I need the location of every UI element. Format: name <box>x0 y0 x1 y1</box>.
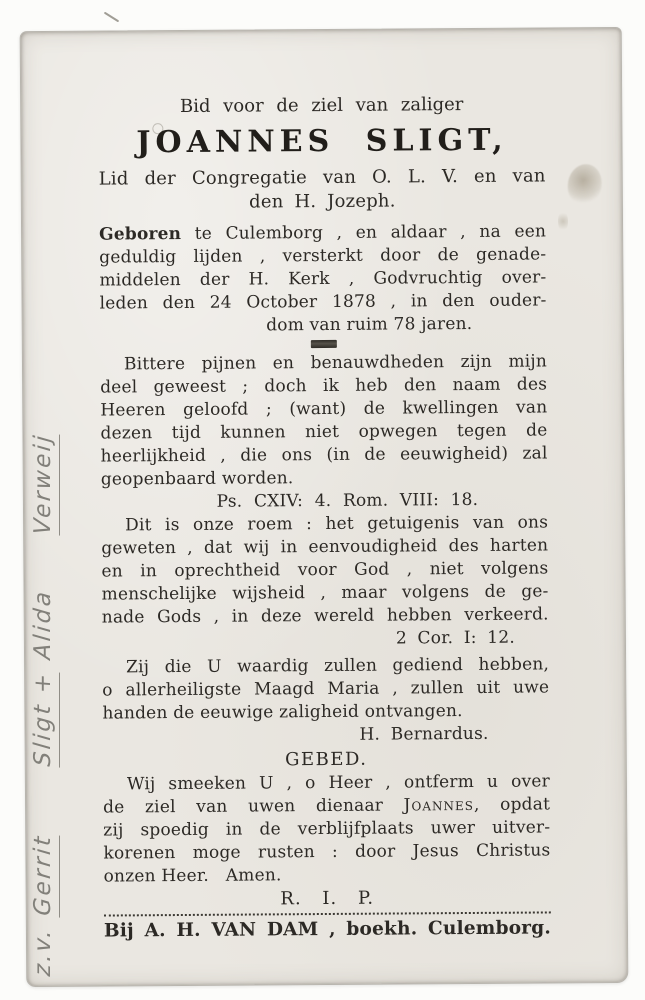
obituary-line-rest: te Culemborg , en aldaar , na een <box>181 221 547 244</box>
rip-line: R. I. P. <box>280 887 375 910</box>
obituary-line: middelen der H. Kerk , Godvruchtig over- <box>99 267 547 291</box>
prayer-line: zij spoedig in de verblijfplaats uwer uitver- <box>103 817 551 841</box>
prayer-line: korenen moge rusten : door Jesus Christus <box>103 840 551 864</box>
prayer-line <box>103 793 550 819</box>
note-mother-first: Alida <box>30 588 56 661</box>
scripture-line: Dit is onze roem : het getuigenis van ons <box>125 512 549 536</box>
scripture-paragraph <box>100 350 548 514</box>
printer-imprint: Bij A. H. VAN DAM , boekh. Culemborg. <box>103 917 552 942</box>
scripture-line: deel geweest ; doch ik heb den naam des <box>100 374 548 398</box>
scripture-line: geopenbaard worden. <box>100 468 294 490</box>
scripture-line: dezen tijd kunnen niet opwegen tegen de <box>100 420 548 444</box>
obituary-line: geduldig lijden , versterkt door de genade- <box>99 244 547 268</box>
prayer-line-post: , opdat <box>473 794 551 815</box>
scripture-line: heerlijkheid , die ons (in de eeuwigheid) zal <box>100 443 548 467</box>
quote-line: handen de eeuwige zaligheid ontvangen. <box>102 701 463 724</box>
scripture-line: nade Gods , in deze wereld hebben verkeerd. <box>101 604 549 628</box>
scripture-line: Bittere pijnen en benauwdheden zijn mijn <box>123 351 548 375</box>
obituary-line: dom van ruim 78 jaren. <box>266 313 473 336</box>
obituary-line: leden den 24 October 1878 , in den ouder- <box>99 290 547 314</box>
note-prefix: z.v. <box>30 926 56 978</box>
scripture-line: Heeren geloofd ; (want) de kwellingen van <box>100 397 548 421</box>
quote-attribution: H. Bernardus. <box>359 723 489 745</box>
obituary-line <box>99 220 546 246</box>
membership-line: Lid der Congregatie van O. L. V. en van <box>98 165 546 190</box>
prayer-line-pre: de ziel van uwen dienaar <box>103 795 404 818</box>
note-mother-surname: Verweij <box>30 432 60 536</box>
invocation-line: Bid voor de ziel van zaliger <box>179 94 464 117</box>
scripture-line: geweten , dat wij in eenvoudigheid des harten <box>101 535 549 559</box>
scripture-citation: Ps. CXIV: 4. Rom. VIII: 18. <box>216 489 479 512</box>
obituary-lead-word: Geboren <box>99 223 182 245</box>
note-father-first: Gerrit <box>30 833 60 917</box>
scripture-line: menschelijke wijsheid , maar volgens de ge- <box>101 581 549 605</box>
prayer-heading: GEBED. <box>284 748 368 771</box>
deceased-name-inline: Joannes <box>403 794 475 816</box>
pencil-mark <box>104 12 119 23</box>
note-surname: Sligt + <box>30 670 60 768</box>
scripture-citation: 2 Cor. I: 12. <box>395 627 515 649</box>
scripture-line: en in oprechtheid voor God , niet volgens <box>101 558 549 582</box>
membership-line: den H. Jozeph. <box>249 190 396 213</box>
obituary-paragraph <box>99 220 547 338</box>
deceased-name: JOANNES SLIGT, <box>136 122 508 161</box>
quote-paragraph <box>102 653 550 748</box>
quote-line: Zij die U waardig zullen gediend hebben, <box>126 654 550 678</box>
handwritten-margin-note <box>30 215 56 977</box>
quote-line: o allerheiligste Maagd Maria , zullen uit uwe <box>102 677 550 701</box>
prayer-line: onzen Heer. Amen. <box>103 865 282 887</box>
prayer-line: Wij smeeken U , o Heer , ontferm u over <box>126 771 550 795</box>
memorial-card <box>20 27 629 987</box>
ornament-divider <box>310 340 336 348</box>
prayer-paragraph <box>103 770 551 888</box>
card-content <box>21 28 627 945</box>
scripture-paragraph <box>101 511 549 652</box>
